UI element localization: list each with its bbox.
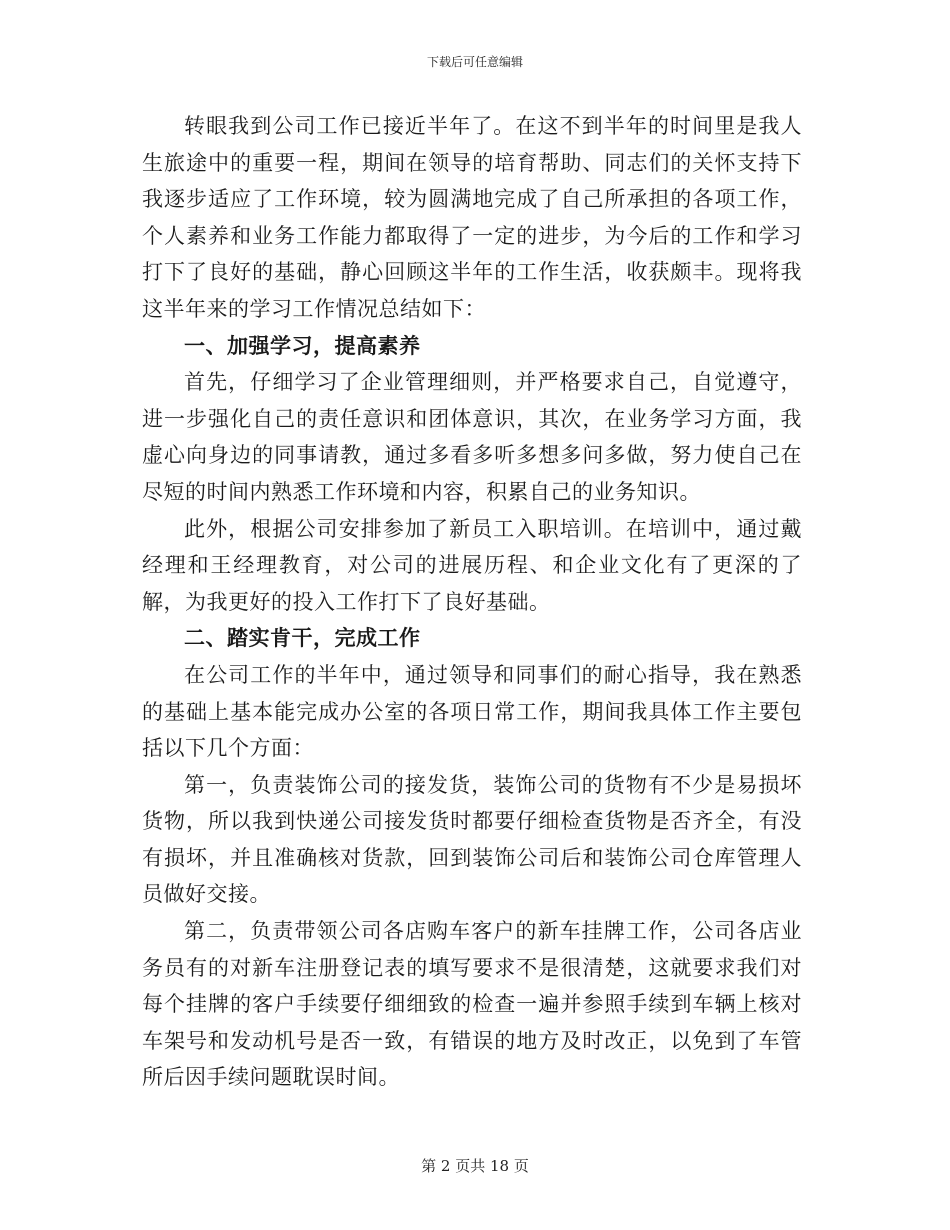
- paragraph-work-first: 第一，负责装饰公司的接发货，装饰公司的货物有不少是易损坏货物，所以我到快递公司接发货时都要仔细检查货物是否齐全，有没有损坏，并且准确核对货款，回到装饰公司后和装饰公司仓库管理人员做好交接。: [142, 772, 802, 907]
- section-heading-1: 一、加强学习，提高素养: [184, 333, 421, 358]
- section-heading-2: 二、踏实肯干，完成工作: [184, 626, 421, 651]
- document-body: [142, 108, 802, 1096]
- paragraph-work-overview: 在公司工作的半年中，通过领导和同事们的耐心指导，我在熟悉的基础上基本能完成办公室的各项日常工作，期间我具体工作主要包括以下几个方面：: [142, 662, 802, 761]
- page-header: 下载后可任意编辑: [426, 55, 523, 69]
- paragraph-intro: 转眼我到公司工作已接近半年了。在这不到半年的时间里是我人生旅途中的重要一程，期间在领导的培育帮助、同志们的关怀支持下我逐步适应了工作环境，较为圆满地完成了自己所承担的各项工作，个人素养和业务工作能力都取得了一定的进步，为今后的工作和学习打下了良好的基础，静心回顾这半年的工作生活，收获颇丰。现将我这半年来的学习工作情况总结如下：: [142, 114, 802, 321]
- paragraph-training: 此外，根据公司安排参加了新员工入职培训。在培训中，通过戴经理和王经理教育，对公司的进展历程、和企业文化有了更深的了解，为我更好的投入工作打下了良好基础。: [142, 516, 802, 614]
- page-footer: 第 2 页共 18 页: [421, 1157, 529, 1175]
- paragraph-work-second: 第二，负责带领公司各店购车客户的新车挂牌工作，公司各店业务员有的对新车注册登记表的填写要求不是很清楚，这就要求我们对每个挂牌的客户手续要仔细细致的检查一遍并参照手续到车辆上核对车架号和发动机号是否一致，有错误的地方及时改正，以免到了车管所后因手续问题耽误时间。: [142, 919, 802, 1090]
- paragraph-study: 首先，仔细学习了企业管理细则，并严格要求自己，自觉遵守，进一步强化自己的责任意识和团体意识，其次，在业务学习方面，我虚心向身边的同事请教，通过多看多听多想多问多做，努力使自己在尽短的时间内熟悉工作环境和内容，积累自己的业务知识。: [142, 370, 802, 504]
